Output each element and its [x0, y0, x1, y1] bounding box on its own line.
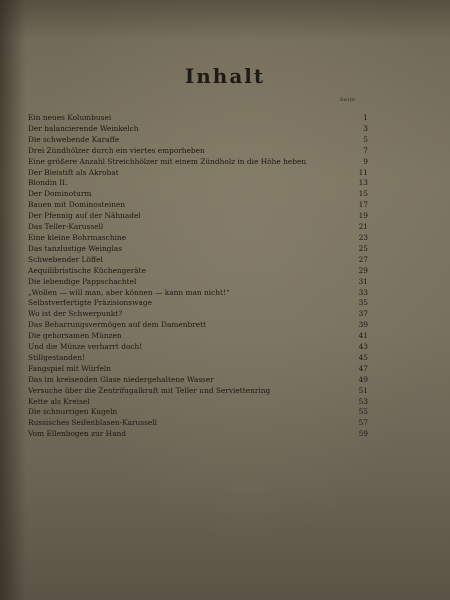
toc-entry-title: Die schnurrigen Kugeln — [28, 407, 118, 417]
page-column-header: Seite — [340, 97, 356, 103]
toc-entry-page-number: 43 — [358, 342, 368, 352]
toc-entry-title: Die schwebende Karaffe — [28, 134, 120, 144]
toc-entry — [28, 364, 368, 375]
toc-entry-page-number: 15 — [358, 189, 368, 199]
toc-entry-title: Eine größere Anzahl Streichhölzer mit einem Zündholz in die Höhe heben — [28, 156, 307, 166]
toc-entry-title: Bauen mit Dominosteinen — [28, 200, 126, 210]
toc-entry — [28, 309, 368, 320]
toc-entry-title: Stillgestanden! — [28, 352, 85, 362]
toc-entry-page-number: 51 — [358, 385, 368, 395]
toc-entry — [28, 418, 368, 429]
toc-entry — [28, 244, 368, 255]
toc-entry-page-number: 17 — [358, 200, 368, 210]
toc-entry — [28, 178, 368, 189]
toc-entry-page-number: 57 — [358, 418, 368, 428]
page-title: Inhalt — [184, 64, 266, 88]
toc-entry-title: „Wollen — will man, aber können — kann man nicht!“ — [28, 287, 230, 297]
toc-entry — [28, 298, 368, 309]
toc-entry — [28, 200, 368, 211]
toc-entry — [28, 331, 368, 342]
toc-entry-page-number: 39 — [358, 320, 368, 330]
toc-entry-page-number: 45 — [358, 352, 368, 362]
toc-entry-title: Der Bleistift als Akrobat — [28, 167, 119, 177]
toc-entry-title: Ein neues Kolumbusei — [28, 113, 112, 122]
toc-entry-page-number: 1 — [363, 113, 368, 122]
toc-entry-title: Drei Zündhölzer durch ein viertes emporheben — [28, 145, 205, 155]
toc-entry-title: Fangspiel mit Würfeln — [28, 363, 112, 373]
table-of-contents — [28, 113, 368, 440]
toc-entry — [28, 277, 368, 288]
toc-entry — [28, 342, 368, 353]
toc-entry-title: Die gehorsamen Münzen — [28, 331, 122, 341]
toc-entry — [28, 168, 368, 179]
toc-entry — [28, 157, 368, 168]
toc-entry-title: Der Dominoturm — [28, 189, 92, 199]
toc-entry — [28, 124, 368, 135]
toc-entry-title: Kette als Kreisel — [28, 396, 90, 406]
toc-entry-page-number: 7 — [363, 145, 368, 155]
toc-entry — [28, 288, 368, 299]
toc-entry-page-number: 13 — [358, 178, 368, 188]
toc-entry-page-number: 11 — [358, 167, 368, 177]
toc-entry-title: Das Teller-Karussell — [28, 222, 104, 232]
toc-entry-page-number: 27 — [358, 254, 368, 264]
toc-entry-page-number: 25 — [358, 243, 368, 253]
toc-entry-page-number: 33 — [358, 287, 368, 297]
toc-entry-page-number: 35 — [358, 298, 368, 308]
toc-entry-title: Das Beharrungsvermögen auf dem Damenbrett — [28, 320, 207, 330]
toc-entry-title: Der balancierende Weinkelch — [28, 123, 139, 133]
toc-entry — [28, 146, 368, 157]
toc-entry — [28, 189, 368, 200]
toc-entry-page-number: 41 — [358, 331, 368, 341]
toc-entry-title: Vom Ellenbogen zur Hand — [28, 429, 126, 439]
toc-entry — [28, 255, 368, 266]
toc-entry — [28, 375, 368, 386]
toc-entry-page-number: 9 — [363, 156, 368, 166]
toc-entry-page-number: 59 — [358, 429, 368, 439]
toc-entry — [28, 397, 368, 408]
toc-entry-title: Das tanzlustige Weinglas — [28, 243, 122, 253]
toc-entry-page-number: 37 — [358, 309, 368, 319]
toc-entry — [28, 353, 368, 364]
toc-entry — [28, 429, 368, 440]
toc-entry-page-number: 47 — [358, 363, 368, 373]
toc-entry — [28, 233, 368, 244]
toc-entry — [28, 386, 368, 397]
toc-entry-title: Wo ist der Schwerpunkt? — [28, 309, 123, 319]
toc-entry-title: Selbstverfertigte Präzisionswage — [28, 298, 152, 308]
toc-entry — [28, 407, 368, 418]
toc-entry — [28, 320, 368, 331]
toc-entry-page-number: 49 — [358, 374, 368, 384]
toc-entry — [28, 113, 368, 124]
toc-entry-title: Schwebender Löffel — [28, 254, 103, 264]
toc-entry-title: Russisches Seifenblasen-Karussell — [28, 418, 157, 428]
toc-entry-page-number: 23 — [358, 232, 368, 242]
toc-entry-title: Die lebendige Pappschachtel — [28, 276, 137, 286]
toc-entry — [28, 135, 368, 146]
toc-entry-page-number: 31 — [358, 276, 368, 286]
toc-entry-page-number: 55 — [358, 407, 368, 417]
toc-entry-page-number: 3 — [363, 123, 368, 133]
toc-entry-title: Der Pfennig auf der Nähnadel — [28, 211, 141, 221]
toc-entry-title: Und die Münze verharrt doch! — [28, 342, 143, 352]
toc-entry-title: Eine kleine Bohrmaschine — [28, 232, 127, 242]
toc-entry-page-number: 29 — [358, 265, 368, 275]
toc-entry-title: Aequilibristische Küchengeräte — [28, 265, 147, 275]
toc-entry-title: Versuche über die Zentrifugalkraft mit Teller und Serviettenring — [28, 385, 271, 395]
toc-entry-page-number: 53 — [358, 396, 368, 406]
toc-entry-title: Das im kreisenden Glase niedergehaltene Wasser — [28, 374, 214, 384]
toc-entry-page-number: 21 — [358, 222, 368, 232]
toc-entry — [28, 222, 368, 233]
toc-entry-page-number: 5 — [363, 134, 368, 144]
toc-entry — [28, 211, 368, 222]
toc-entry — [28, 266, 368, 277]
toc-entry-page-number: 19 — [358, 211, 368, 221]
toc-entry-title: Blondin II. — [28, 178, 68, 188]
